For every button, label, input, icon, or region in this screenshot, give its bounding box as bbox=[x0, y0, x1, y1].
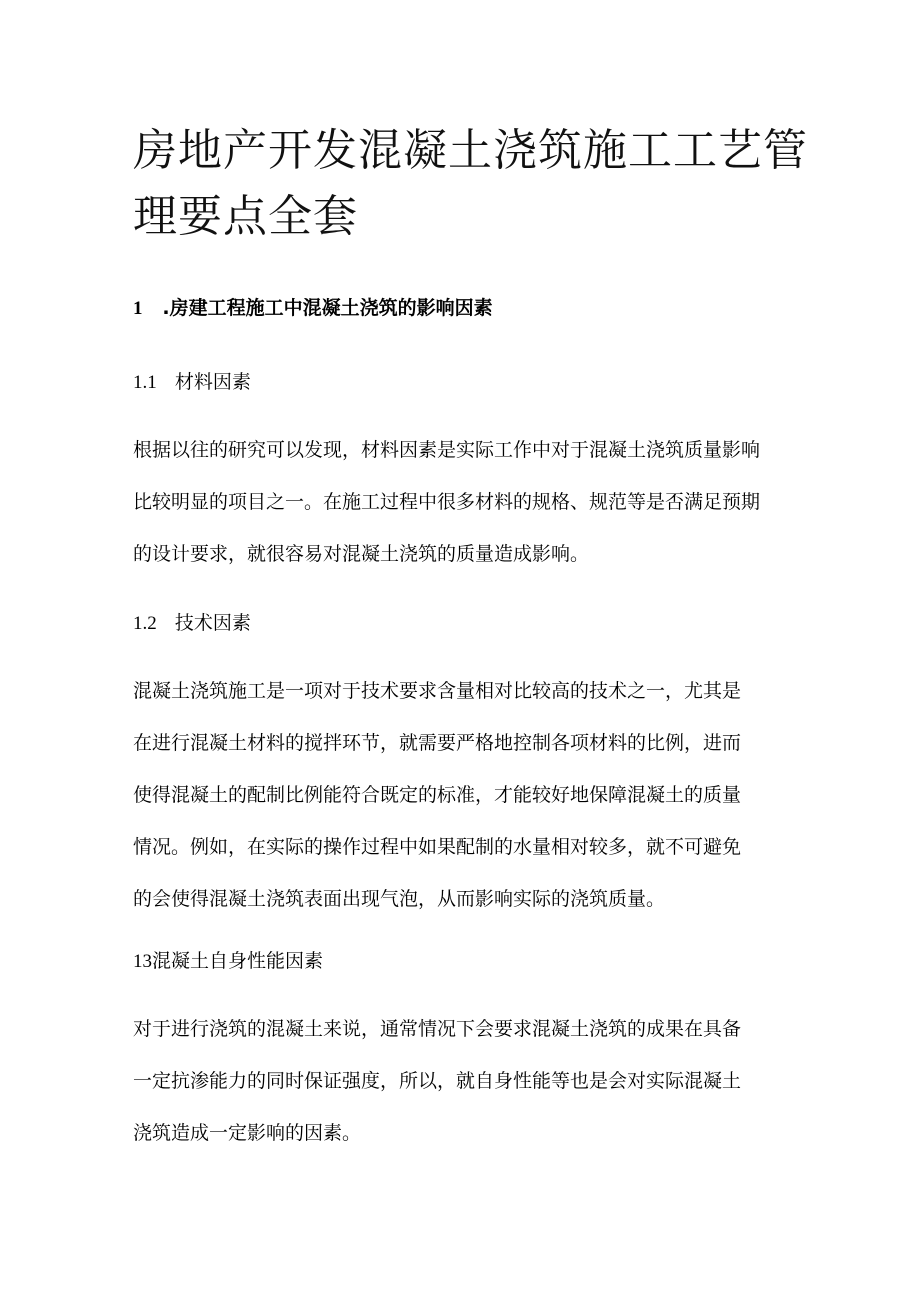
subsection-1-3-number: 13 bbox=[133, 951, 152, 972]
subsection-1-2-title: 技术因素 bbox=[174, 612, 251, 634]
paragraph-line: 一定抗渗能力的同时保证强度，所以，就自身性能等也是会对实际混凝土 bbox=[133, 1070, 742, 1092]
subsection-1-3-heading bbox=[133, 948, 323, 975]
section-1-heading bbox=[133, 295, 493, 322]
paragraph-line: 对于进行浇筑的混凝土来说，通常情况下会要求混凝土浇筑的成果在具备 bbox=[133, 1018, 742, 1040]
paragraph-line: 混凝土浇筑施工是一项对于技术要求含量相对比较高的技术之一，尤其是 bbox=[133, 680, 742, 702]
section-1-number: 1 bbox=[133, 298, 143, 319]
paragraph-line: 根据以往的研究可以发现，材料因素是实际工作中对于混凝土浇筑质量影响 bbox=[133, 439, 761, 461]
paragraph-line: 在进行混凝土材料的搅拌环节，就需要严格地控制各项材料的比例，进而 bbox=[133, 732, 742, 754]
section-1-title: .房建工程施工中混凝土浇筑的影响因素 bbox=[162, 297, 493, 319]
subsection-1-2-heading bbox=[133, 610, 251, 637]
paragraph-line: 的会使得混凝土浇筑表面出现气泡，从而影响实际的浇筑质量。 bbox=[133, 888, 666, 910]
subsection-1-3-paragraph bbox=[133, 1016, 813, 1172]
paragraph-line: 使得混凝土的配制比例能符合既定的标准，才能较好地保障混凝土的质量 bbox=[133, 784, 742, 806]
document-title: 房地产开发混凝土浇筑施工工艺管理要点全套 bbox=[133, 125, 808, 242]
paragraph-line: 情况。例如，在实际的操作过程中如果配制的水量相对较多，就不可避免 bbox=[133, 836, 742, 858]
paragraph-line: 浇筑造成一定影响的因素。 bbox=[133, 1122, 362, 1144]
paragraph-line: 的设计要求，就很容易对混凝土浇筑的质量造成影响。 bbox=[133, 543, 590, 565]
subsection-1-1-heading bbox=[133, 369, 251, 396]
subsection-1-3-title: 混凝土自身性能因素 bbox=[152, 950, 324, 972]
subsection-1-1-number: 1.1 bbox=[133, 372, 157, 393]
subsection-1-2-paragraph bbox=[133, 678, 813, 938]
subsection-1-1-title: 材料因素 bbox=[174, 371, 251, 393]
subsection-1-2-number: 1.2 bbox=[133, 613, 157, 634]
subsection-1-1-paragraph bbox=[133, 437, 813, 593]
paragraph-line: 比较明显的项目之一。在施工过程中很多材料的规格、规范等是否满足预期 bbox=[133, 491, 761, 513]
